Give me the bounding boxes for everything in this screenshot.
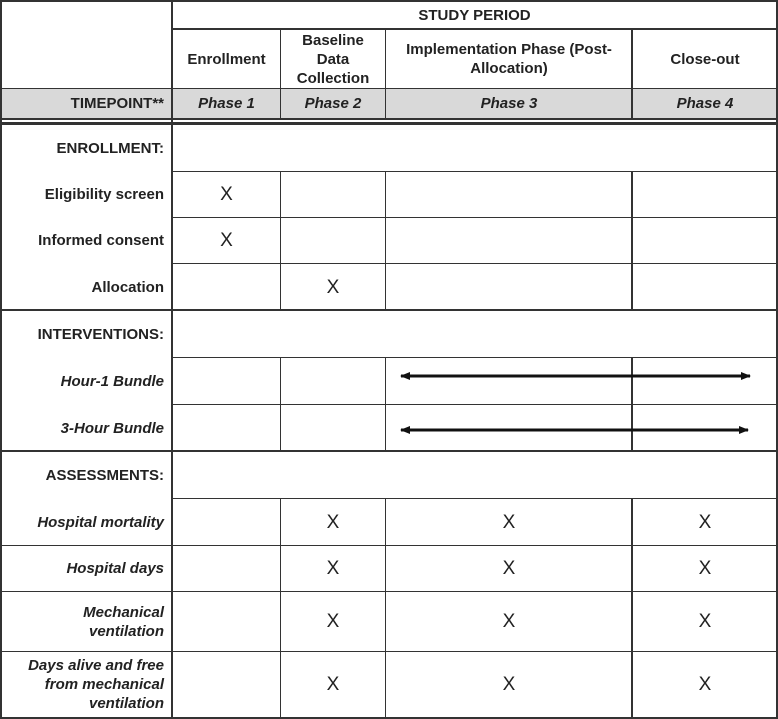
- row-label-informed-consent: Informed consent: [38, 232, 164, 249]
- mark-ventilation-phase-4: X: [698, 611, 712, 632]
- mark-mortality-phase-2: X: [326, 511, 340, 533]
- mark-ventilation-phase-3: X: [502, 611, 516, 632]
- mark-ventilation-phase-2: X: [326, 611, 340, 632]
- row-label-eligibility-screen: Eligibility screen: [44, 186, 164, 203]
- timepoint-phase-2: Phase 2: [304, 95, 362, 112]
- column-header-baseline: Baseline Data Collection: [296, 31, 370, 87]
- mark-hospital-days-phase-3: X: [502, 558, 516, 579]
- row-label-allocation: Allocation: [91, 278, 164, 296]
- timepoint-phase-4: Phase 4: [676, 95, 734, 112]
- mark-mortality-phase-3: X: [502, 511, 516, 533]
- section-heading-assessments: ASSESSMENTS:: [45, 466, 164, 484]
- row-label-mechanical-ventilation: Mechanical ventilation: [83, 603, 164, 640]
- row-label-3-hour-bundle: 3-Hour Bundle: [60, 419, 164, 437]
- column-header-implementation: Implementation Phase (Post-Allocation): [406, 41, 612, 77]
- column-header-closeout: Close-out: [670, 50, 740, 68]
- mark-consent-phase-1: X: [220, 230, 233, 251]
- timepoint-phase-1: Phase 1: [198, 95, 255, 112]
- row-label-hospital-mortality: Hospital mortality: [37, 513, 164, 531]
- section-heading-enrollment: ENROLLMENT:: [56, 139, 164, 157]
- mark-days-alive-phase-3: X: [502, 674, 516, 695]
- mark-mortality-phase-4: X: [698, 511, 712, 533]
- mark-eligibility-phase-1: X: [220, 184, 233, 205]
- row-label-hour-1-bundle: Hour-1 Bundle: [60, 372, 164, 390]
- timepoint-label: TIMEPOINT**: [70, 95, 164, 112]
- row-label-days-alive-free: Days alive and free from mechanical ventilation: [28, 657, 164, 712]
- mark-hospital-days-phase-2: X: [326, 558, 340, 579]
- mark-allocation-phase-2: X: [326, 276, 340, 298]
- column-header-enrollment: Enrollment: [187, 50, 266, 68]
- mark-hospital-days-phase-4: X: [698, 558, 712, 579]
- timepoint-phase-3: Phase 3: [480, 95, 538, 112]
- mark-days-alive-phase-4: X: [698, 674, 712, 695]
- section-heading-interventions: INTERVENTIONS:: [37, 325, 164, 343]
- row-label-hospital-days: Hospital days: [66, 560, 164, 577]
- study-period-header: STUDY PERIOD: [418, 6, 531, 24]
- mark-days-alive-phase-2: X: [326, 674, 340, 695]
